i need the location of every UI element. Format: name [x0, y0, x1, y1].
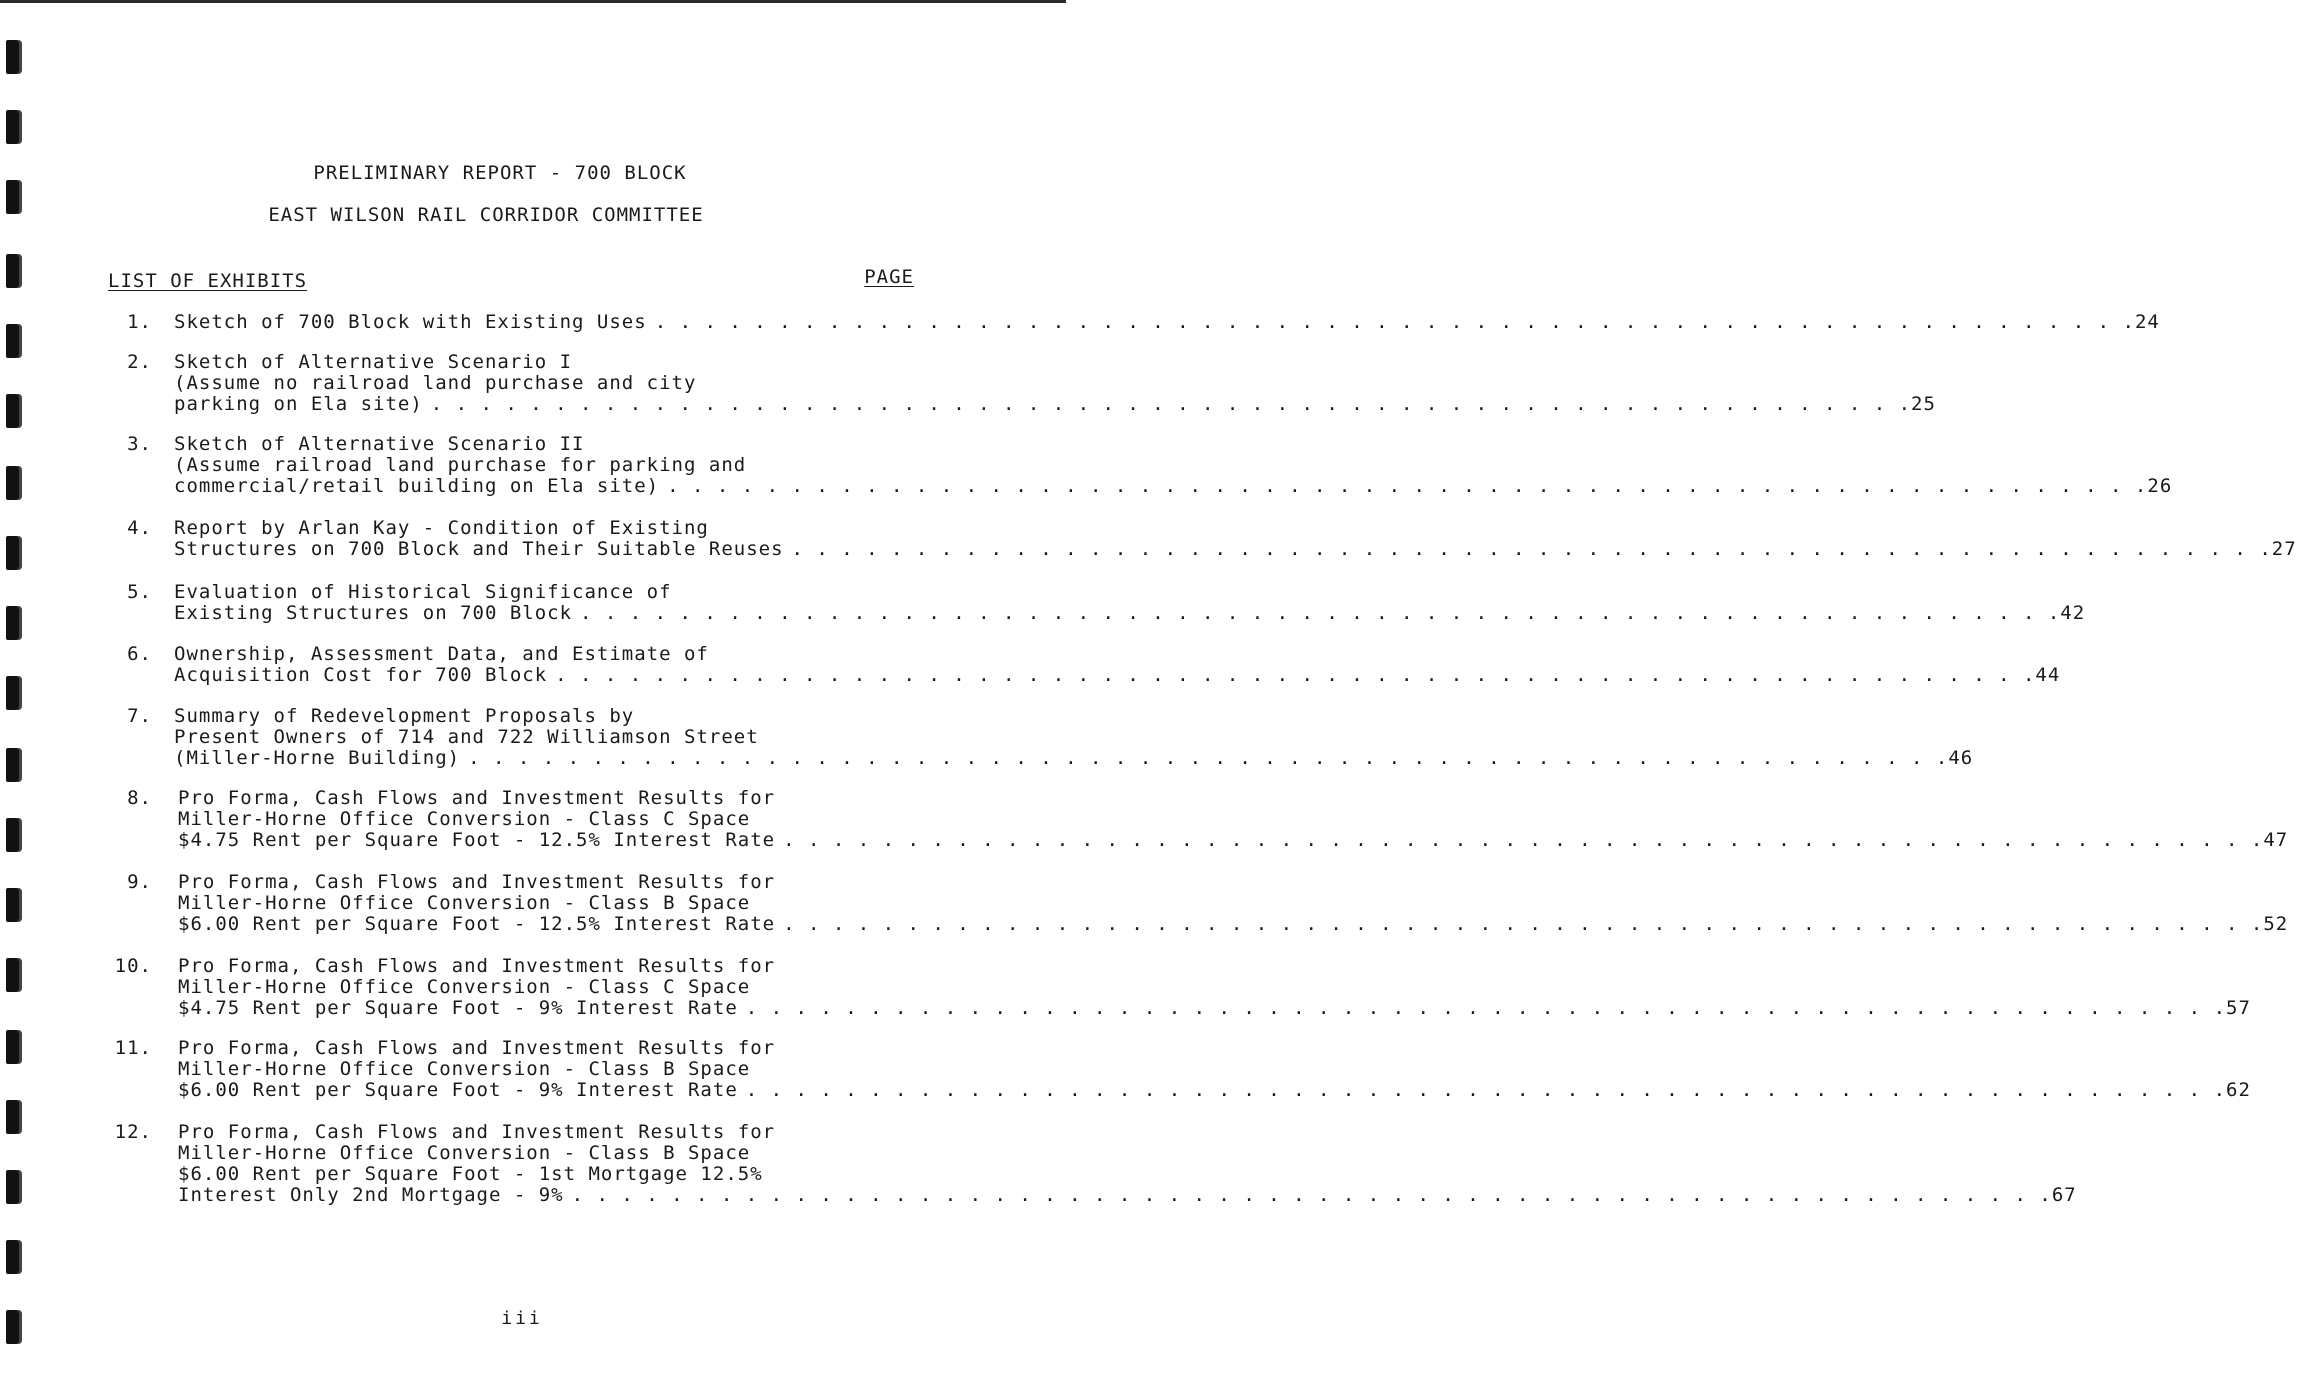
- exhibit-description-last-line: [174, 311, 2160, 333]
- exhibit-description-line: $6.00 Rent per Square Foot - 12.5% Interest Rate: [178, 913, 776, 935]
- exhibit-description: [178, 1121, 2077, 1206]
- dot-leader: . . . . . . . . . . . . . . . . . . . . . . . . . . . . . . . . . . . . . . . . . . . . . . . . . . . . . . . . . . . .: [555, 664, 2036, 686]
- exhibit-page-number: 67: [2051, 1184, 2077, 1206]
- dot-leader: . . . . . . . . . . . . . . . . . . . . . . . . . . . . . . . . . . . . . . . . . . . . . . . . . . . . . . . . . . . .: [667, 475, 2148, 497]
- binding-hole: [6, 254, 22, 288]
- binding-hole: [6, 394, 22, 428]
- exhibit-description-line: Sketch of Alternative Scenario II: [174, 433, 585, 455]
- exhibit-page-number: 57: [2226, 997, 2251, 1019]
- exhibit-description: [174, 517, 2297, 560]
- exhibit-description-last-line: [178, 829, 2289, 851]
- exhibit-description: [178, 787, 2289, 851]
- exhibit-number: 3.: [127, 433, 152, 455]
- exhibit-description: [178, 871, 2289, 935]
- exhibit-description: [178, 1037, 2251, 1101]
- binding-hole: [6, 958, 22, 992]
- binding-hole: [6, 1030, 22, 1064]
- exhibit-page-number: 26: [2147, 475, 2173, 497]
- exhibit-number: 5.: [127, 581, 152, 603]
- binding-hole: [6, 606, 22, 640]
- exhibit-number: 2.: [127, 351, 152, 373]
- exhibit-description-line: (Assume no railroad land purchase and city: [174, 372, 697, 394]
- exhibit-description-last-line: [178, 913, 2289, 935]
- exhibit-description-last-line: [174, 664, 2061, 686]
- exhibit-description-line: Miller-Horne Office Conversion - Class B Space: [178, 892, 751, 914]
- exhibit-description: [174, 311, 2160, 333]
- exhibit-description-line: $4.75 Rent per Square Foot - 9% Interest Rate: [178, 997, 738, 1019]
- dot-leader: . . . . . . . . . . . . . . . . . . . . . . . . . . . . . . . . . . . . . . . . . . . . . . . . . . . . . . . . . . . .: [571, 1184, 2052, 1206]
- dot-leader: . . . . . . . . . . . . . . . . . . . . . . . . . . . . . . . . . . . . . . . . . . . . . . . . . . . . . . . . . . . .: [468, 747, 1949, 769]
- exhibit-description-line: Present Owners of 714 and 722 Williamson Street: [174, 726, 759, 748]
- exhibit-description-line: Pro Forma, Cash Flows and Investment Results for: [178, 1037, 776, 1059]
- binding-hole: [6, 466, 22, 500]
- exhibit-number: 9.: [127, 871, 152, 893]
- binding-hole: [6, 1100, 22, 1134]
- binding-hole: [6, 676, 22, 710]
- exhibit-description-last-line: [174, 393, 1936, 415]
- exhibit-description-line: (Assume railroad land purchase for parking and: [174, 454, 747, 476]
- exhibit-page-number: 46: [1948, 747, 1974, 769]
- exhibit-description: [174, 643, 2061, 686]
- binding-hole: [6, 40, 22, 74]
- dot-leader: . . . . . . . . . . . . . . . . . . . . . . . . . . . . . . . . . . . . . . . . . . . . . . . . . . . . . . . . . . . .: [654, 311, 2135, 333]
- exhibit-description-line: Pro Forma, Cash Flows and Investment Results for: [178, 1121, 776, 1143]
- exhibit-number: 8.: [127, 787, 152, 809]
- exhibit-description-line: Sketch of 700 Block with Existing Uses: [174, 311, 647, 333]
- exhibit-page-number: 27: [2271, 538, 2297, 560]
- exhibit-description-last-line: [178, 1184, 2077, 1206]
- exhibit-description-line: commercial/retail building on Ela site): [174, 475, 660, 497]
- exhibit-description: [174, 705, 1974, 769]
- binding-hole: [6, 110, 22, 144]
- exhibit-description-last-line: [178, 1079, 2251, 1101]
- binding-hole: [6, 1240, 22, 1274]
- dot-leader: . . . . . . . . . . . . . . . . . . . . . . . . . . . . . . . . . . . . . . . . . . . . . . . . . . . . . . . . . . . .: [430, 393, 1912, 415]
- exhibit-description-last-line: [174, 475, 2173, 497]
- exhibit-description-line: $6.00 Rent per Square Foot - 1st Mortgage 12.5%: [178, 1163, 763, 1185]
- exhibit-page-number: 42: [2060, 602, 2086, 624]
- exhibit-description-line: Sketch of Alternative Scenario I: [174, 351, 573, 373]
- exhibit-number: 11.: [114, 1037, 152, 1059]
- committee-title: EAST WILSON RAIL CORRIDOR COMMITTEE: [268, 204, 704, 226]
- binding-hole: [6, 1170, 22, 1204]
- exhibit-number: 1.: [127, 311, 152, 333]
- binding-hole: [6, 324, 22, 358]
- exhibit-description-line: Evaluation of Historical Significance of: [174, 581, 672, 603]
- dot-leader: . . . . . . . . . . . . . . . . . . . . . . . . . . . . . . . . . . . . . . . . . . . . . . . . . . . . . . . . . . . .: [783, 829, 2264, 851]
- exhibit-description-line: Pro Forma, Cash Flows and Investment Results for: [178, 955, 776, 977]
- exhibit-number: 10.: [114, 955, 152, 977]
- exhibit-description-line: Miller-Horne Office Conversion - Class C Space: [178, 976, 751, 998]
- exhibit-description-last-line: [178, 997, 2251, 1019]
- exhibit-description-line: Report by Arlan Kay - Condition of Existing: [174, 517, 709, 539]
- dot-leader: . . . . . . . . . . . . . . . . . . . . . . . . . . . . . . . . . . . . . . . . . . . . . . . . . . . . . . . . . . . .: [791, 538, 2272, 560]
- dot-leader: . . . . . . . . . . . . . . . . . . . . . . . . . . . . . . . . . . . . . . . . . . . . . . . . . . . . . . . . . . . .: [783, 913, 2264, 935]
- binding-hole: [6, 888, 22, 922]
- exhibit-description: [174, 351, 1936, 415]
- exhibit-description-line: Ownership, Assessment Data, and Estimate of: [174, 643, 709, 665]
- exhibit-page-number: 24: [2134, 311, 2160, 333]
- page-top-edge: [0, 0, 1066, 3]
- exhibit-page-number: 52: [2263, 913, 2289, 935]
- exhibit-description: [174, 433, 2173, 497]
- page-column-heading: PAGE: [864, 266, 914, 288]
- exhibit-description-line: $4.75 Rent per Square Foot - 12.5% Interest Rate: [178, 829, 776, 851]
- exhibit-description-line: Miller-Horne Office Conversion - Class B Space: [178, 1142, 751, 1164]
- exhibit-page-number: 47: [2263, 829, 2289, 851]
- exhibit-description-last-line: [174, 602, 2086, 624]
- exhibit-description-line: Pro Forma, Cash Flows and Investment Results for: [178, 871, 776, 893]
- exhibit-description-line: $6.00 Rent per Square Foot - 9% Interest Rate: [178, 1079, 738, 1101]
- exhibit-description: [178, 955, 2251, 1019]
- exhibit-description: [174, 581, 2086, 624]
- list-of-exhibits-heading: LIST OF EXHIBITS: [108, 270, 308, 292]
- dot-leader: . . . . . . . . . . . . . . . . . . . . . . . . . . . . . . . . . . . . . . . . . . . . . . . . . . . . . . . . . . . .: [580, 602, 2061, 624]
- dot-leader: . . . . . . . . . . . . . . . . . . . . . . . . . . . . . . . . . . . . . . . . . . . . . . . . . . . . . . . . . . . .: [745, 997, 2227, 1019]
- exhibit-description-line: parking on Ela site): [174, 393, 423, 415]
- dot-leader: . . . . . . . . . . . . . . . . . . . . . . . . . . . . . . . . . . . . . . . . . . . . . . . . . . . . . . . . . . . .: [745, 1079, 2227, 1101]
- exhibit-number: 12.: [114, 1121, 152, 1143]
- exhibit-page-number: 25: [1911, 393, 1936, 415]
- binding-hole: [6, 748, 22, 782]
- exhibit-description-line: Miller-Horne Office Conversion - Class C Space: [178, 808, 751, 830]
- exhibit-description-last-line: [174, 747, 1974, 769]
- exhibit-description-line: Acquisition Cost for 700 Block: [174, 664, 548, 686]
- exhibit-page-number: 44: [2035, 664, 2061, 686]
- exhibit-description-line: Interest Only 2nd Mortgage - 9%: [178, 1184, 564, 1206]
- page-number: iii: [501, 1308, 543, 1329]
- exhibit-description-line: (Miller-Horne Building): [174, 747, 461, 769]
- exhibit-description-line: Pro Forma, Cash Flows and Investment Results for: [178, 787, 776, 809]
- exhibit-description-line: Miller-Horne Office Conversion - Class B Space: [178, 1058, 751, 1080]
- exhibit-description-line: Summary of Redevelopment Proposals by: [174, 705, 635, 727]
- binding-hole: [6, 818, 22, 852]
- exhibit-number: 6.: [127, 643, 152, 665]
- exhibit-page-number: 62: [2226, 1079, 2251, 1101]
- exhibit-number: 7.: [127, 705, 152, 727]
- exhibit-description-last-line: [174, 538, 2297, 560]
- exhibit-description-line: Existing Structures on 700 Block: [174, 602, 573, 624]
- report-title: PRELIMINARY REPORT - 700 BLOCK: [313, 162, 687, 184]
- exhibit-number: 4.: [127, 517, 152, 539]
- binding-hole: [6, 536, 22, 570]
- exhibit-description-line: Structures on 700 Block and Their Suitable Reuses: [174, 538, 784, 560]
